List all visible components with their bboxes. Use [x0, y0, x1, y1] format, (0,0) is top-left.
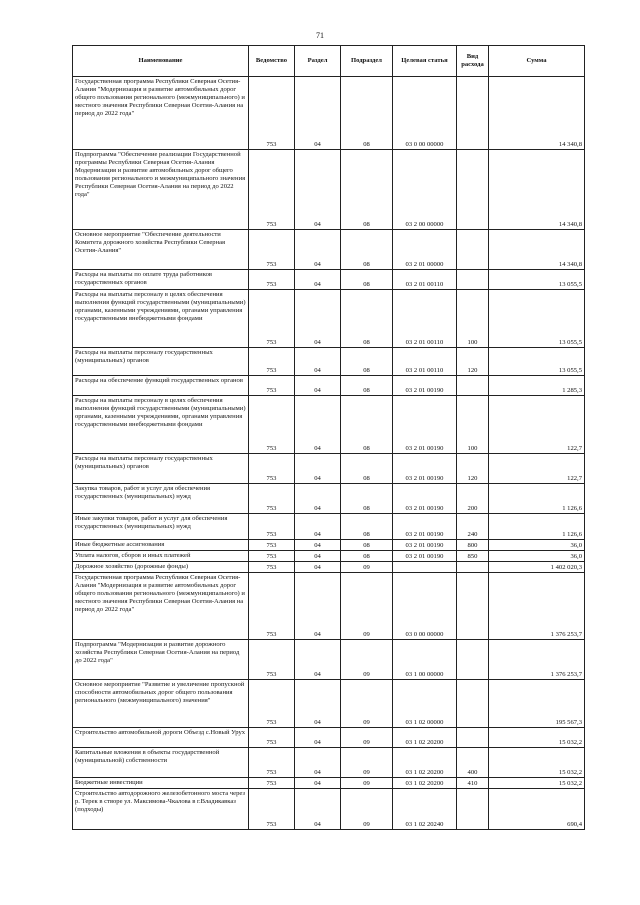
cell-dept: 753 — [249, 680, 295, 728]
cell-target: 03 2 01 00110 — [393, 270, 457, 290]
table-row — [73, 680, 585, 728]
cell-name: Государственная программа Республики Северная Осетия-Алания "Модернизация и развитие автомобильных дорог общего пользования регионального (межмуниципального) и местного значения Республики Северная Осетия-Алания на период до 2022 года" — [73, 573, 249, 640]
cell-dept: 753 — [249, 514, 295, 540]
cell-dept: 753 — [249, 728, 295, 748]
cell-subsection: 08 — [341, 454, 393, 484]
cell-subsection: 08 — [341, 230, 393, 270]
cell-section: 04 — [295, 562, 341, 573]
cell-target: 03 2 01 00000 — [393, 230, 457, 270]
cell-dept: 753 — [249, 270, 295, 290]
table-row — [73, 562, 585, 573]
cell-section: 04 — [295, 484, 341, 514]
cell-name: Государственная программа Республики Северная Осетия-Алания "Модернизация и развитие автомобильных дорог общего пользования регионального (межмуниципального) и местного значения Республики Северная Осетия-Алания на период до 2022 года" — [73, 77, 249, 150]
cell-expense-type: 100 — [457, 290, 489, 348]
cell-section: 04 — [295, 748, 341, 778]
cell-section: 04 — [295, 728, 341, 748]
cell-target: 03 2 00 00000 — [393, 150, 457, 230]
cell-section: 04 — [295, 454, 341, 484]
cell-target: 03 2 01 00190 — [393, 551, 457, 562]
cell-subsection: 08 — [341, 376, 393, 396]
cell-expense-type: 850 — [457, 551, 489, 562]
cell-name: Расходы на выплаты персоналу в целях обеспечения выполнения функций государственными (муниципальными) органами, казенными учреждениями, органами управления государственными внебюджетными фондами — [73, 290, 249, 348]
cell-section: 04 — [295, 396, 341, 454]
cell-target: 03 1 02 20200 — [393, 728, 457, 748]
cell-target: 03 1 02 20240 — [393, 789, 457, 830]
cell-dept: 753 — [249, 789, 295, 830]
cell-sum: 1 376 253,7 — [489, 640, 585, 680]
cell-target: 03 2 01 00190 — [393, 396, 457, 454]
header-subsection: Подраздел — [341, 46, 393, 77]
cell-dept: 753 — [249, 573, 295, 640]
cell-name: Расходы на обеспечение функций государственных органов — [73, 376, 249, 396]
cell-dept: 753 — [249, 290, 295, 348]
cell-section: 04 — [295, 680, 341, 728]
cell-dept: 753 — [249, 484, 295, 514]
table-row — [73, 376, 585, 396]
cell-target: 03 2 01 00190 — [393, 540, 457, 551]
cell-sum: 1 285,3 — [489, 376, 585, 396]
cell-target: 03 2 01 00190 — [393, 454, 457, 484]
cell-subsection: 09 — [341, 778, 393, 789]
cell-name: Расходы на выплаты персоналу государственных (муниципальных) органов — [73, 454, 249, 484]
cell-expense-type: 400 — [457, 748, 489, 778]
cell-subsection: 08 — [341, 514, 393, 540]
cell-subsection: 08 — [341, 150, 393, 230]
cell-name: Закупка товаров, работ и услуг для обеспечения государственных (муниципальных) нужд — [73, 484, 249, 514]
cell-section: 04 — [295, 270, 341, 290]
cell-subsection: 09 — [341, 748, 393, 778]
cell-subsection: 09 — [341, 789, 393, 830]
cell-expense-type — [457, 230, 489, 270]
cell-subsection: 09 — [341, 728, 393, 748]
table-row — [73, 454, 585, 484]
cell-name: Подпрограмма "Модернизация и развитие дорожного хозяйства Республики Северная Осетия-Алания на период до 2022 года" — [73, 640, 249, 680]
cell-target: 03 1 02 20200 — [393, 748, 457, 778]
table-row — [73, 748, 585, 778]
cell-sum: 36,0 — [489, 540, 585, 551]
cell-subsection: 08 — [341, 77, 393, 150]
cell-dept: 753 — [249, 778, 295, 789]
cell-sum: 14 340,8 — [489, 77, 585, 150]
cell-sum: 122,7 — [489, 454, 585, 484]
cell-expense-type — [457, 640, 489, 680]
cell-dept: 753 — [249, 348, 295, 376]
cell-section: 04 — [295, 789, 341, 830]
cell-expense-type: 240 — [457, 514, 489, 540]
cell-section: 04 — [295, 150, 341, 230]
cell-dept: 753 — [249, 150, 295, 230]
cell-expense-type: 800 — [457, 540, 489, 551]
table-row — [73, 551, 585, 562]
cell-subsection: 09 — [341, 562, 393, 573]
table-row — [73, 150, 585, 230]
page-number: 71 — [316, 31, 324, 40]
cell-expense-type — [457, 680, 489, 728]
header-name: Наименование — [73, 46, 249, 77]
cell-expense-type — [457, 562, 489, 573]
cell-dept: 753 — [249, 454, 295, 484]
cell-name: Иные закупки товаров, работ и услуг для обеспечения государственных (муниципальных) нужд — [73, 514, 249, 540]
cell-dept: 753 — [249, 376, 295, 396]
cell-name: Расходы на выплаты по оплате труда работников государственных органов — [73, 270, 249, 290]
cell-sum: 13 055,5 — [489, 348, 585, 376]
cell-section: 04 — [295, 77, 341, 150]
cell-sum: 122,7 — [489, 396, 585, 454]
cell-dept: 753 — [249, 540, 295, 551]
cell-target: 03 2 01 00190 — [393, 514, 457, 540]
cell-name: Уплата налогов, сборов и иных платежей — [73, 551, 249, 562]
table-row — [73, 270, 585, 290]
cell-sum: 13 055,5 — [489, 270, 585, 290]
cell-target: 03 1 02 00000 — [393, 680, 457, 728]
cell-section: 04 — [295, 290, 341, 348]
cell-subsection: 08 — [341, 540, 393, 551]
cell-sum: 1 126,6 — [489, 514, 585, 540]
cell-sum: 1 402 020,3 — [489, 562, 585, 573]
cell-subsection: 09 — [341, 640, 393, 680]
table-row — [73, 540, 585, 551]
cell-dept: 753 — [249, 640, 295, 680]
cell-sum: 690,4 — [489, 789, 585, 830]
budget-table — [72, 45, 585, 830]
cell-target: 03 2 01 00190 — [393, 376, 457, 396]
cell-expense-type — [457, 789, 489, 830]
cell-section: 04 — [295, 348, 341, 376]
table-row — [73, 484, 585, 514]
cell-sum: 15 032,2 — [489, 748, 585, 778]
cell-target: 03 1 00 00000 — [393, 640, 457, 680]
cell-sum: 1 376 253,7 — [489, 573, 585, 640]
cell-expense-type: 120 — [457, 454, 489, 484]
cell-dept: 753 — [249, 551, 295, 562]
cell-subsection: 09 — [341, 680, 393, 728]
cell-expense-type: 100 — [457, 396, 489, 454]
cell-name: Бюджетные инвестиции — [73, 778, 249, 789]
table-row — [73, 290, 585, 348]
cell-section: 04 — [295, 778, 341, 789]
cell-expense-type: 410 — [457, 778, 489, 789]
header-dept: Ведомство — [249, 46, 295, 77]
cell-expense-type — [457, 728, 489, 748]
cell-target: 03 1 02 20200 — [393, 778, 457, 789]
cell-subsection: 08 — [341, 348, 393, 376]
table-row — [73, 728, 585, 748]
cell-section: 04 — [295, 573, 341, 640]
header-section: Раздел — [295, 46, 341, 77]
cell-sum: 1 126,6 — [489, 484, 585, 514]
cell-sum: 14 340,8 — [489, 150, 585, 230]
cell-subsection: 08 — [341, 396, 393, 454]
cell-name: Строительство автомобильной дороги Объезд с.Новый Урух — [73, 728, 249, 748]
cell-section: 04 — [295, 514, 341, 540]
cell-name: Капитальные вложения в объекты государственной (муниципальной) собственности — [73, 748, 249, 778]
cell-subsection: 09 — [341, 573, 393, 640]
cell-sum: 15 032,2 — [489, 728, 585, 748]
cell-target: 03 0 00 00000 — [393, 77, 457, 150]
cell-sum: 14 340,8 — [489, 230, 585, 270]
cell-name: Основное мероприятие "Обеспечение деятельности Комитета дорожного хозяйства Республики Северная Осетия-Алания" — [73, 230, 249, 270]
cell-dept: 753 — [249, 77, 295, 150]
cell-expense-type — [457, 270, 489, 290]
cell-dept: 753 — [249, 396, 295, 454]
cell-dept: 753 — [249, 562, 295, 573]
cell-name: Расходы на выплаты персоналу государственных (муниципальных) органов — [73, 348, 249, 376]
cell-section: 04 — [295, 376, 341, 396]
table-row — [73, 396, 585, 454]
table-row — [73, 514, 585, 540]
header-sum: Сумма — [489, 46, 585, 77]
cell-expense-type — [457, 77, 489, 150]
cell-sum: 13 055,5 — [489, 290, 585, 348]
cell-subsection: 08 — [341, 484, 393, 514]
cell-section: 04 — [295, 551, 341, 562]
cell-target: 03 2 01 00110 — [393, 348, 457, 376]
cell-section: 04 — [295, 230, 341, 270]
cell-dept: 753 — [249, 230, 295, 270]
header-row — [73, 46, 585, 77]
header-expense-type: Вид расхода — [457, 46, 489, 77]
cell-subsection: 08 — [341, 290, 393, 348]
cell-expense-type: 200 — [457, 484, 489, 514]
header-target: Целевая статья — [393, 46, 457, 77]
cell-subsection: 08 — [341, 551, 393, 562]
table-row — [73, 778, 585, 789]
table-row — [73, 348, 585, 376]
cell-expense-type: 120 — [457, 348, 489, 376]
cell-name: Дорожное хозяйство (дорожные фонды) — [73, 562, 249, 573]
cell-expense-type — [457, 150, 489, 230]
cell-dept: 753 — [249, 748, 295, 778]
cell-sum: 15 032,2 — [489, 778, 585, 789]
cell-sum: 195 567,3 — [489, 680, 585, 728]
cell-name: Расходы на выплаты персоналу в целях обеспечения выполнения функций государственными (муниципальными) органами, казенными учреждениями, органами управления государственными внебюджетными фондами — [73, 396, 249, 454]
table-row — [73, 230, 585, 270]
cell-expense-type — [457, 376, 489, 396]
cell-name: Подпрограмма "Обеспечение реализации Государственной программы Республики Северная Осетия-Алания Модернизация и развитие автомобильных дорог общего пользования регионального и межмуниципального значения Республики Северная Осетия-Алания на период до 2022 года" — [73, 150, 249, 230]
table-row — [73, 789, 585, 830]
cell-target: 03 2 01 00110 — [393, 290, 457, 348]
cell-section: 04 — [295, 640, 341, 680]
cell-subsection: 08 — [341, 270, 393, 290]
table-row — [73, 77, 585, 150]
cell-expense-type — [457, 573, 489, 640]
cell-target: 03 2 01 00190 — [393, 484, 457, 514]
cell-sum: 36,0 — [489, 551, 585, 562]
cell-section: 04 — [295, 540, 341, 551]
cell-target: 03 0 00 00000 — [393, 573, 457, 640]
cell-name: Иные бюджетные ассигнования — [73, 540, 249, 551]
cell-name: Основное мероприятие "Развитие и увеличение пропускной способности автомобильных дорог общего пользования регионального (межмуниципального) значения" — [73, 680, 249, 728]
table-row — [73, 573, 585, 640]
cell-name: Строительство автодорожного железобетонного моста через р. Терек в створе ул. Максимова-Чкалова в г.Владикавказ (подходы) — [73, 789, 249, 830]
table-row — [73, 640, 585, 680]
cell-target — [393, 562, 457, 573]
